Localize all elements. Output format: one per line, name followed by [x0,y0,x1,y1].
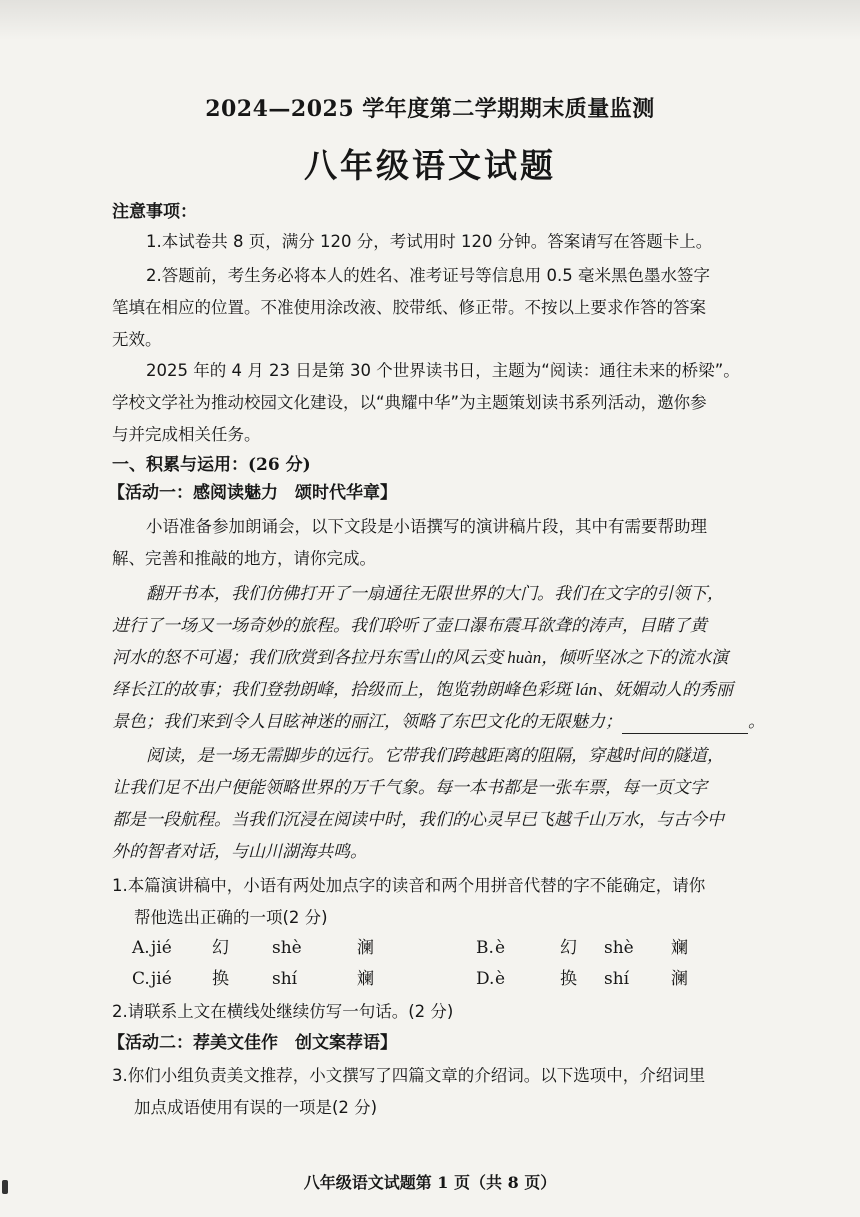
passage-line: 河水的怒不可遏；我们欣赏到各拉丹东雪山的风云变 huàn，倾听坚冰之下的流水演 [112,648,729,667]
option-a-label[interactable]: A. [132,938,150,958]
passage-line: 进行了一场又一场奇妙的旅程。我们聆听了壶口瀑布震耳欲聋的涛声，目睹了黄 [112,616,707,635]
passage-period: 。 [748,712,765,731]
option-c-char-1: 换 [212,969,229,989]
question-3-cont: 加点成语使用有误的一项是(2 分) [134,1098,378,1117]
passage-line: 翻开书本，我们仿佛打开了一扇通往无限世界的大门。我们在文字的引领下， [146,584,724,603]
notice-item-2: 2.答题前，考生务必将本人的姓名、准考证号等信息用 0.5 毫米黑色墨水签字 [146,266,710,285]
question-1: 1.本篇演讲稿中，小语有两处加点字的读音和两个用拼音代替的字不能确定，请你 [112,876,706,895]
passage-text: 景色；我们来到令人目眩神迷的丽江，领略了东巴文化的无限魅力； [112,712,622,731]
option-d-pinyin-2: shí [604,969,630,989]
scan-shadow [0,0,860,40]
fill-in-blank[interactable] [622,715,748,734]
notice-item-1: 1.本试卷共 8 页，满分 120 分，考试用时 120 分钟。答案请写在答题卡上。 [146,232,713,251]
option-c-char-2: 斓 [357,969,374,989]
passage-line: 都是一段航程。当我们沉浸在阅读中时，我们的心灵早已飞越千山万水，与古今中 [112,810,724,829]
exam-title: 2024—2025 学年度第二学期期末质量监测 [205,96,655,122]
activity-heading: 【活动二：荐美文佳作 创文案荐语】 [108,1033,397,1053]
intro-line: 与并完成相关任务。 [112,425,261,444]
activity-heading: 【活动一：感阅读魅力 颂时代华章】 [108,483,397,503]
option-d-pinyin-1: è [495,969,506,989]
option-a-pinyin-1: jié [151,938,172,958]
option-d-char-2: 澜 [671,969,688,989]
option-c-pinyin-1: jié [151,969,172,989]
option-b-label[interactable]: B. [476,938,494,958]
intro-line: 学校文学社为推动校园文化建设，以“典耀中华”为主题策划读书系列活动，邀你参 [112,393,707,412]
option-d-char-1: 换 [560,969,577,989]
option-b-pinyin-1: è [495,938,506,958]
activity-description: 解、完善和推敲的地方，请你完成。 [112,549,376,568]
page-footer: 八年级语文试题第 1 页（共 8 页） [303,1173,557,1192]
option-d-label[interactable]: D. [476,969,495,989]
notice-heading: 注意事项： [112,202,197,222]
option-a-char-1: 幻 [212,938,229,958]
question-1-cont: 帮他选出正确的一项(2 分) [134,908,328,927]
passage-line: 绎长江的故事；我们登勃朗峰，拾级而上，饱览勃朗峰色彩斑 lán、妩媚动人的秀丽 [112,680,733,699]
passage-line: 让我们足不出户便能领略世界的万千气象。每一本书都是一张车票，每一页文字 [112,778,707,797]
passage-line: 阅读，是一场无需脚步的远行。它带我们跨越距离的阻隔，穿越时间的隧道， [146,746,724,765]
option-a-char-2: 澜 [357,938,374,958]
passage-line: 外的智者对话，与山川湖海共鸣。 [112,842,367,861]
option-a-pinyin-2: shè [272,938,302,958]
intro-line: 2025 年的 4 月 23 日是第 30 个世界读书日，主题为“阅读：通往未来的桥梁”。 [146,361,740,380]
notice-item-2-end: 无效。 [112,330,162,349]
option-b-char-2: 斓 [671,938,688,958]
option-b-pinyin-2: shè [604,938,634,958]
option-c-pinyin-2: shí [272,969,298,989]
passage-line [112,710,765,734]
exam-subject-title: 八年级语文试题 [304,146,556,185]
question-3: 3.你们小组负责美文推荐，小文撰写了四篇文章的介绍词。以下选项中，介绍词里 [112,1066,706,1085]
section-heading: 一、积累与运用：(26 分) [112,455,311,475]
option-c-label[interactable]: C. [132,969,150,989]
question-2: 2.请联系上文在横线处继续仿写一句话。(2 分) [112,1002,454,1021]
option-b-char-1: 幻 [560,938,577,958]
activity-description: 小语准备参加朗诵会，以下文段是小语撰写的演讲稿片段，其中有需要帮助理 [146,517,707,536]
notice-item-2-cont: 笔填在相应的位置。不准使用涂改液、胶带纸、修正带。不按以上要求作答的答案 [112,298,706,317]
